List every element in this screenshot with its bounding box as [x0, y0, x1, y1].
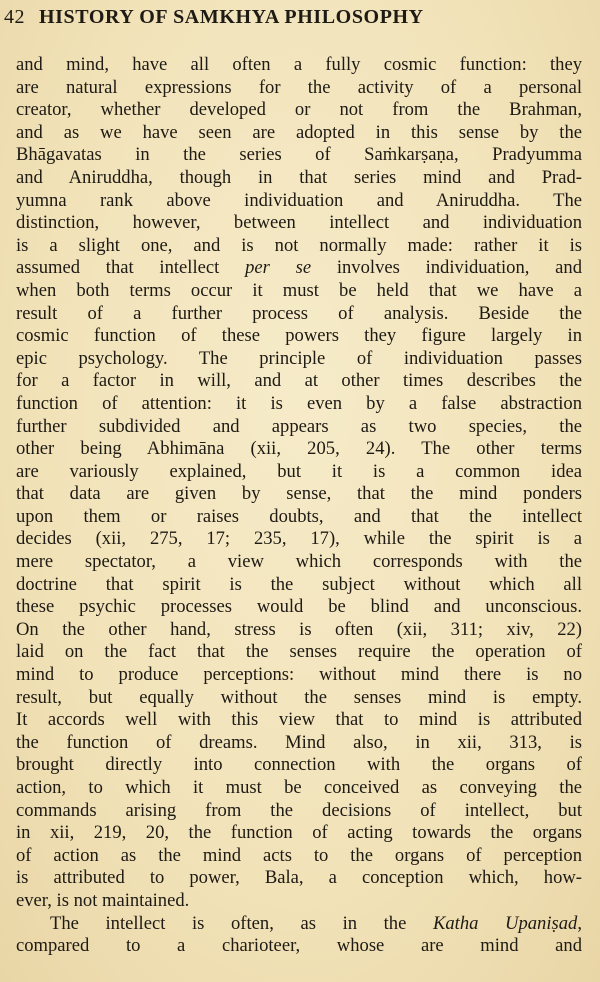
- text-line: in xii, 219, 20, the function of acting towards the organs: [16, 822, 582, 844]
- text-line: creator, whether developed or not from the Brahman,: [16, 99, 582, 121]
- text-line: commands arising from the decisions of intellect, but: [16, 799, 582, 821]
- text-line: brought directly into connection with the organs of: [16, 754, 582, 776]
- text-line: epic psychology. The principle of individuation passes: [16, 347, 582, 369]
- text-line: distinction, however, between intellect and individuation: [16, 212, 582, 234]
- page-header: [4, 6, 590, 34]
- text-line: the function of dreams. Mind also, in xii, 313, is: [16, 731, 582, 753]
- text-line: are natural expressions for the activity of a personal: [16, 76, 582, 98]
- text-line: mere spectator, a view which corresponds with the: [16, 551, 582, 573]
- running-head: HISTORY OF SAMKHYA PHILOSOPHY: [39, 6, 424, 28]
- text-line: action, to which it must be conceived as conveying the: [16, 777, 582, 798]
- text-line: further subdivided and appears as two species, the: [16, 415, 582, 437]
- text-line: ever, is not maintained.: [16, 889, 190, 911]
- text-line: these psychic processes would be blind and unconscious.: [16, 596, 582, 618]
- text-line: cosmic function of these powers they figure largely in: [16, 325, 582, 347]
- text-line: is attributed to power, Bala, a conception which, how-: [16, 867, 582, 889]
- text-line: yumna rank above individuation and Aniruddha. The: [16, 189, 582, 211]
- text-line: and as we have seen are adopted in this sense by the: [16, 121, 582, 143]
- text-line: The intellect is often, as in the Katha Upaniṣad,: [50, 912, 582, 934]
- text-line: upon them or raises doubts, and that the intellect: [16, 505, 582, 527]
- text-line: when both terms occur it must be held that we have a: [16, 279, 582, 301]
- text-line: laid on the fact that the senses require the operation of: [16, 641, 582, 663]
- text-line: result of a further process of analysis. Beside the: [16, 302, 582, 324]
- text-line: compared to a charioteer, whose are mind and: [16, 935, 582, 957]
- page-number: 42: [4, 6, 25, 28]
- text-line: Bhāgavatas in the series of Saṁkarṣaṇa, Pradyumma: [16, 144, 582, 166]
- text-line: that data are given by sense, that the mind ponders: [16, 483, 582, 505]
- text-line: is a slight one, and is not normally made: rather it is: [16, 234, 582, 256]
- text-line: other being Abhimāna (xii, 205, 24). The other terms: [16, 438, 582, 460]
- text-line: function of attention: it is even by a false abstraction: [16, 392, 582, 414]
- body-text: [16, 54, 582, 958]
- text-line: result, but equally without the senses mind is empty.: [16, 686, 582, 708]
- italic-text: per se: [245, 257, 312, 279]
- text-line: are variously explained, but it is a common idea: [16, 460, 582, 482]
- text-line: and Aniruddha, though in that series mind and Prad-: [16, 166, 582, 188]
- italic-text: Katha Upaniṣad: [432, 912, 578, 934]
- text-line: doctrine that spirit is the subject without which all: [16, 573, 582, 595]
- text-line: decides (xii, 275, 17; 235, 17), while the spirit is a: [16, 528, 582, 550]
- text-line: and mind, have all often a fully cosmic function: they: [16, 54, 582, 75]
- text-line: assumed that intellect per se involves individuation, and: [16, 257, 583, 279]
- text-line: mind to produce perceptions: without mind there is no: [16, 664, 582, 686]
- text-line: of action as the mind acts to the organs of perception: [16, 844, 582, 866]
- text-line: It accords well with this view that to mind is attributed: [16, 709, 582, 731]
- text-line: On the other hand, stress is often (xii, 311; xiv, 22): [16, 618, 582, 640]
- text-line: for a factor in will, and at other times describes the: [16, 370, 582, 392]
